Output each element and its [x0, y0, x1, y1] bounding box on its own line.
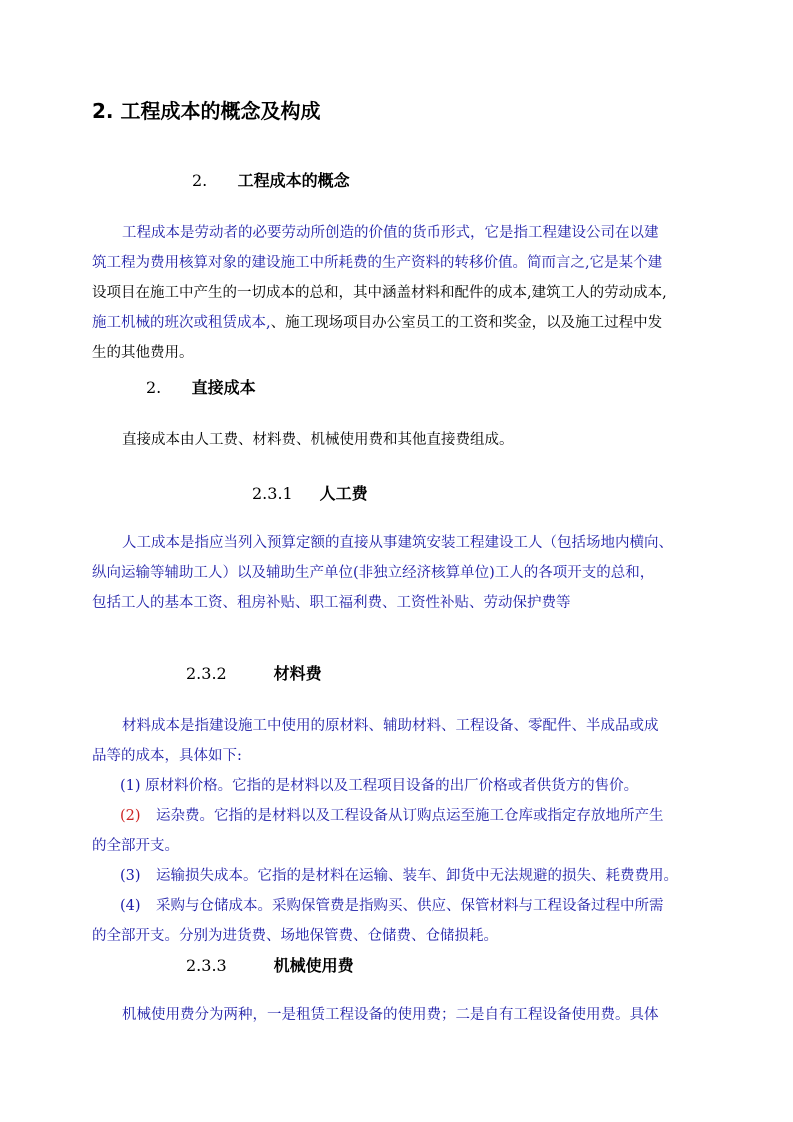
heading-text: 机械使用费: [273, 956, 354, 975]
list-item-continuation: 的全部开支。: [92, 838, 179, 854]
heading-number: 2.3.2: [186, 664, 227, 683]
heading-cost-concept: [192, 168, 350, 191]
document-title: 2. 工程成本的概念及构成: [92, 99, 321, 123]
paragraph-line: 工程成本是劳动者的必要劳动所创造的价值的货币形式，它是指工程建设公司在以建: [122, 225, 659, 241]
list-item-number: (4): [120, 898, 141, 914]
paragraph-line: 设项目在施工中产生的一切成本的总和，其中涵盖材料和配件的成本,建筑工人的劳动成本,: [92, 285, 667, 301]
heading-material-cost: [186, 661, 322, 684]
paragraph-line: 纵向运输等辅助工人）以及辅助生产单位(非独立经济核算单位)工人的各项开支的总和，: [92, 565, 655, 581]
list-item: [92, 861, 724, 891]
paragraph-direct-cost: [92, 425, 724, 455]
heading-number: 2.3.1: [252, 484, 293, 503]
list-item-number: (2): [120, 808, 141, 824]
heading-text: 直接成本: [191, 378, 256, 397]
paragraph-line: 生的其他费用。: [92, 345, 194, 361]
paragraph-labor-cost: [92, 528, 724, 618]
paragraph-line: 人工成本是指应当列入预算定额的直接从事建筑安装工程建设工人（包括场地内横向、: [122, 535, 673, 551]
heading-number: 2.3.3: [186, 956, 227, 975]
list-item-text: 采购与仓储成本。采购保管费是指购买、供应、保管材料与工程设备过程中所需: [156, 898, 664, 914]
paragraph-line: 材料成本是指建设施工中使用的原材料、辅助材料、工程设备、零配件、半成品或成: [122, 718, 659, 734]
list-item-number: (3): [120, 868, 141, 884]
paragraph-line: 品等的成本，具体如下:: [92, 748, 242, 764]
paragraph-fragment: 、施工现场项目办公室员工的工资和奖金，以及施工过程中发: [270, 315, 663, 331]
paragraph-machine-cost: [92, 1000, 724, 1030]
heading-number: 2.: [146, 378, 162, 397]
list-item-number: (1): [120, 778, 141, 794]
list-item: [92, 801, 724, 831]
heading-text: 材料费: [273, 664, 322, 683]
list-item-text: 运输损失成本。它指的是材料在运输、装车、卸货中无法规避的损失、耗费费用。: [156, 868, 678, 884]
list-item: [92, 771, 724, 801]
heading-direct-cost: [146, 375, 256, 398]
paragraph-line: [92, 308, 724, 338]
paragraph-material-cost: [92, 711, 724, 951]
paragraph-fragment: 施工机械的班次或租赁成本,: [92, 315, 271, 331]
list-item-continuation: 的全部开支。分别为进货费、场地保管费、仓储费、仓储损耗。: [92, 928, 498, 944]
heading-number: 2.: [192, 171, 208, 190]
heading-text: 人工费: [319, 484, 368, 503]
heading-text: 工程成本的概念: [237, 171, 350, 190]
heading-labor-cost: [252, 481, 368, 504]
paragraph-line: 直接成本由人工费、材料费、机械使用费和其他直接费组成。: [122, 432, 514, 448]
list-item-text: 原材料价格。它指的是材料以及工程项目设备的出厂价格或者供货方的售价。: [145, 778, 639, 794]
list-item: [92, 891, 724, 921]
list-item-text: 运杂费。它指的是材料以及工程设备从订购点运至施工仓库或指定存放地所产生: [156, 808, 664, 824]
heading-machine-cost: [186, 953, 354, 976]
paragraph-line: 包括工人的基本工资、租房补贴、职工福利费、工资性补贴、劳动保护费等: [92, 595, 571, 611]
paragraph-line: 机械使用费分为两种，一是租赁工程设备的使用费；二是自有工程设备使用费。具体: [122, 1007, 659, 1023]
paragraph-line: 筑工程为费用核算对象的建设施工中所耗费的生产资料的转移价值。简而言之,它是某个建: [92, 255, 663, 271]
paragraph-cost-concept: [92, 218, 724, 368]
